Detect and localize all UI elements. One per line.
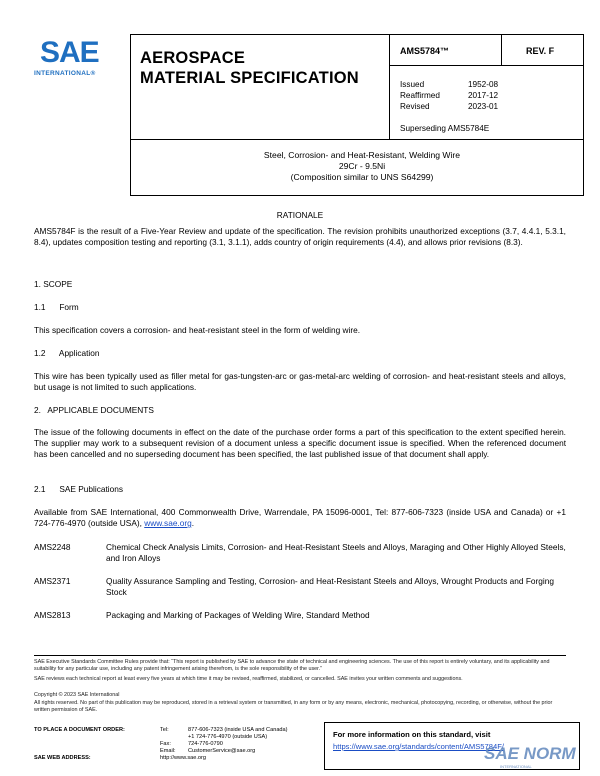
revision-label: REV. F [526, 46, 555, 56]
sae-logo-subtitle: INTERNATIONAL® [34, 70, 96, 77]
section-sae-publications-heading: 2.1 SAE Publications [34, 484, 124, 494]
section-applicable-documents-heading: 2. APPLICABLE DOCUMENTS [34, 405, 154, 415]
rationale-heading: RATIONALE [276, 210, 324, 220]
section-application-text: This wire has been typically used as filler metal for gas-tungsten-arc or gas-metal-arc welding of corrosion- and heat-resistant steels and alloys, but usage is not limited to such applications. [34, 371, 566, 392]
order-email[interactable]: CustomerService@sae.org [188, 748, 256, 754]
reference-code: AMS2371 [34, 576, 71, 586]
reaffirmed-date: 2017-12 [468, 91, 499, 100]
section-sae-publications-text: Available from SAE International, 400 Commonwealth Drive, Warrendale, PA 15096-0001, Tel: 877-606-7323 (inside USA and Canada) or +1 724-776-4970 (outside USA), www.sae.org. [34, 507, 566, 528]
superseding-note: Superseding AMS5784E [400, 124, 490, 133]
reference-title: Quality Assurance Sampling and Testing, Corrosion- and Heat-Resistant Steels and Alloys, Wrought Products and Forging Stock [106, 576, 554, 597]
section-scope-heading: 1. SCOPE [34, 279, 73, 289]
rationale-text: AMS5784F is the result of a Five-Year Review and update of the specification. The revision prohibits unauthorized exceptions (3.7, 4.4.1, 5.3.1, 8.4), updates composition testing and reporting (3.1, 3.1.1), adds country of origin requirements (4.4), and allows prior revisions (8.3). [34, 226, 566, 247]
document-subject: Steel, Corrosion- and Heat-Resistant, Welding Wire 29Cr - 9.5Ni (Composition similar to UNS S64299) [263, 150, 461, 182]
sae-logo: SAE [40, 36, 99, 69]
section-form-text: This specification covers a corrosion- and heat-resistant steel in the form of welding wire. [34, 325, 361, 335]
order-contacts: TO PLACE A DOCUMENT ORDER: Tel: 877-606-7323 (inside USA and Canada) +1 724-776-4970 (outside USA) Fax: 724-776-0790 Email: CustomerService@sae.org SAE WEB ADDRESS: http://www.sae.org [34, 727, 288, 761]
more-info-text: For more information on this standard, visit [333, 730, 491, 739]
watermark-subtitle: INTERNATIONAL [500, 764, 532, 769]
date-table: Issued 1952-08 Reaffirmed 2017-12 Revised 2023-01 [400, 80, 499, 111]
issued-date: 1952-08 [468, 80, 499, 89]
section-applicable-documents-text: The issue of the following documents in effect on the date of the purchase order forms a part of this specification to the extent specified herein. The supplier may work to a subsequent revision of a document unless a specific document issue is specified. When the referenced document has been cancelled and no superseding document has been specified, the last published issue of that document shall apply. [34, 427, 566, 459]
standard-page-link[interactable]: https://www.sae.org/standards/content/AMS5784F/ [333, 742, 504, 751]
sae-website-link[interactable]: www.sae.org [144, 518, 192, 528]
reference-title: Chemical Check Analysis Limits, Corrosion- and Heat-Resistant Steels and Alloys, Maraging and Other Highly Alloyed Steels, and Iron Alloys [106, 542, 566, 563]
section-application-heading: 1.2 Application [34, 348, 100, 358]
reference-code: AMS2813 [34, 610, 71, 620]
revised-date: 2023-01 [468, 102, 499, 111]
footer-copyright: Copyright © 2023 SAE International [34, 692, 120, 698]
document-id: AMS5784™ [400, 46, 450, 56]
sae-web-address[interactable]: http://www.sae.org [160, 755, 207, 761]
section-form-heading: 1.1 Form [34, 302, 79, 312]
footer-rules-text: SAE Executive Standards Committee Rules provide that: “This report is published by SAE to advance the state of technical and engineering sciences. The use of this report is entirely voluntary, and its applicability and suitability for any particular use, including any patent infringement arising therefrom, is the sole responsibility of the user.” [34, 659, 550, 672]
watermark-text: SAE NORM [484, 744, 576, 763]
footer-divider [34, 655, 566, 656]
document-type-title: AEROSPACE MATERIAL SPECIFICATION [140, 49, 359, 87]
footer-rights-text: All rights reserved. No part of this publication may be reproduced, stored in a retrieval system or transmitted, in any form or by any means, electronic, mechanical, photocopying, recording, or otherwise, without the prior written permission of SAE. [34, 700, 553, 713]
footer-review-text: SAE reviews each technical report at least every five years at which time it may be revised, reaffirmed, stabilized, or cancelled. SAE invites your written comments and suggestions. [34, 676, 463, 682]
reference-title: Packaging and Marking of Packages of Welding Wire, Standard Method [106, 610, 370, 620]
reference-code: AMS2248 [34, 542, 71, 552]
